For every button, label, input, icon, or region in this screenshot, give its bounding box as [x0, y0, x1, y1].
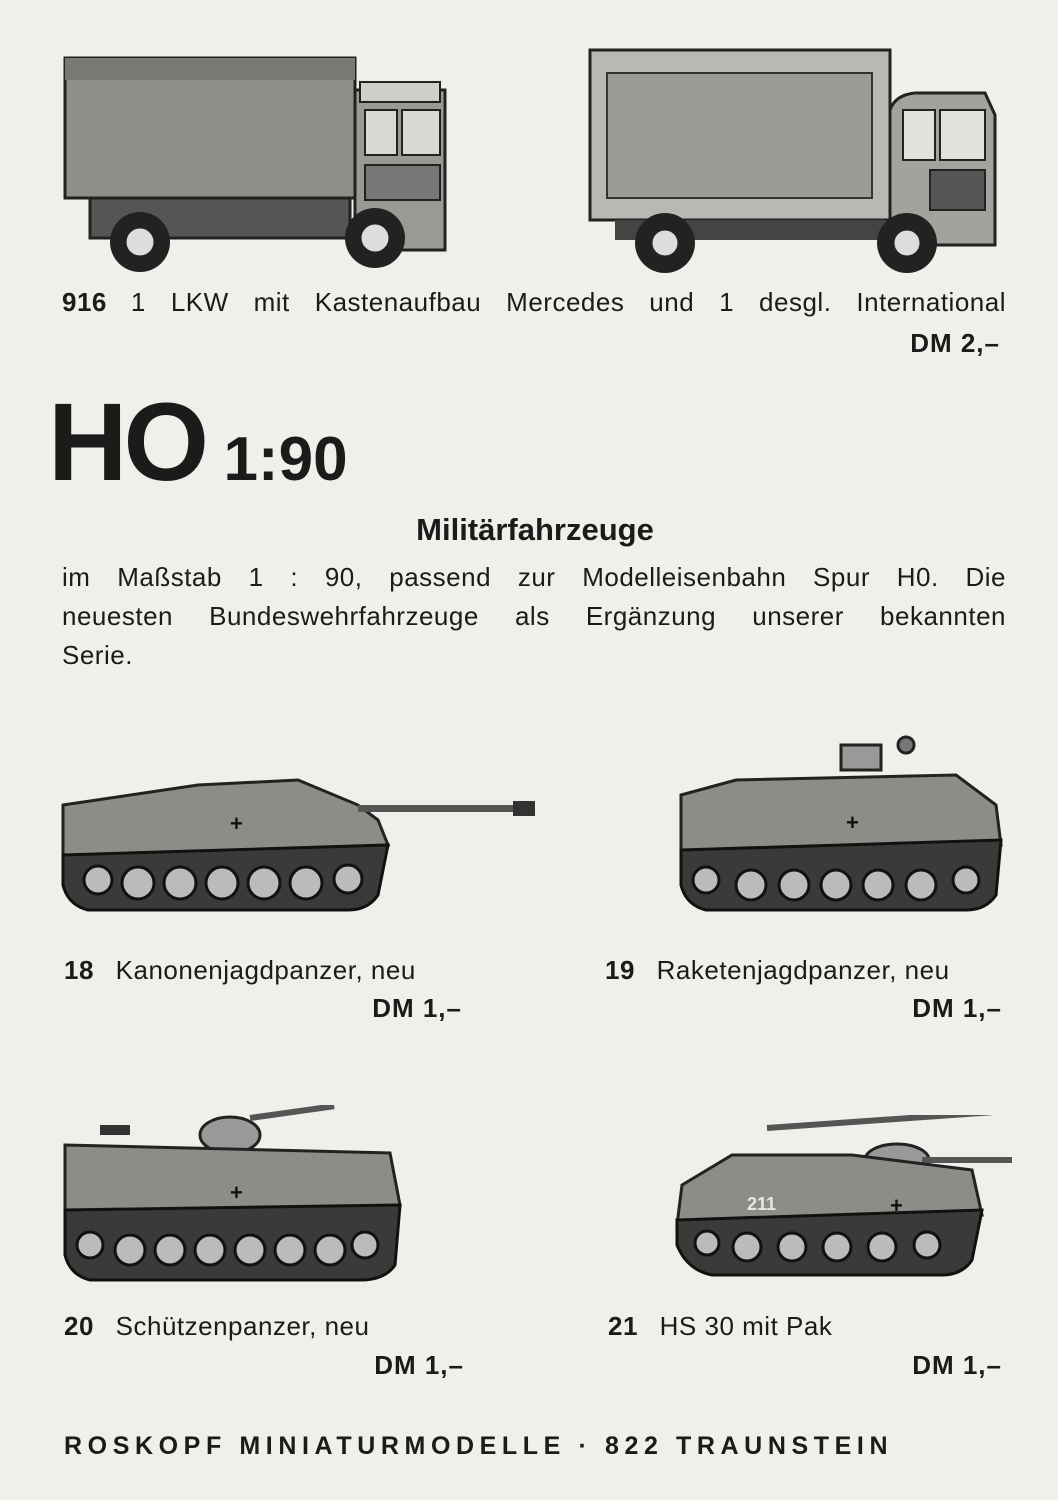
item-caption-18: [64, 955, 416, 986]
svg-text:+: +: [890, 1193, 903, 1218]
item-name: HS 30 mit Pak: [659, 1311, 833, 1341]
hs30-image: [672, 1115, 1017, 1280]
item-number: 20: [64, 1311, 94, 1341]
international-truck-image: [585, 45, 1010, 280]
svg-text:+: +: [230, 1180, 243, 1205]
intro-line: neuesten Bundeswehrfahrzeuge als Ergänzung unserer bekannten: [62, 601, 1006, 631]
schuetzenpanzer-image: [60, 1105, 410, 1285]
intro-paragraph: [62, 558, 1006, 675]
item-name: Raketenjagdpanzer, neu: [656, 955, 950, 985]
footer-company: ROSKOPF MINIATURMODELLE · 822 TRAUNSTEIN: [64, 1432, 894, 1460]
intro-line: Serie.: [62, 640, 133, 670]
item-number: 916: [62, 287, 107, 317]
hull-marking: 211: [747, 1194, 777, 1214]
raketenjagdpanzer-image: [676, 735, 1016, 915]
item-description: 1 LKW mit Kastenaufbau Mercedes und 1 desgl. International: [130, 287, 1006, 317]
truck-caption: [62, 287, 1006, 318]
item-price-21: DM 1,–: [912, 1350, 1002, 1380]
scale-heading: [48, 381, 348, 504]
scale-heading-main: HO: [48, 381, 205, 504]
item-caption-19: [605, 955, 950, 986]
item-caption-20: [64, 1311, 369, 1342]
svg-text:+: +: [846, 810, 859, 835]
item-name: Schützenpanzer, neu: [115, 1311, 370, 1341]
section-title: Militärfahrzeuge: [416, 512, 654, 547]
item-name: Kanonenjagdpanzer, neu: [115, 955, 416, 985]
item-price-18: DM 1,–: [372, 993, 462, 1023]
item-number: 21: [608, 1311, 638, 1341]
truck-price: DM 2,–: [910, 328, 1000, 358]
scale-heading-ratio: 1:90: [223, 425, 348, 494]
svg-text:+: +: [230, 811, 243, 836]
item-price-19: DM 1,–: [912, 993, 1002, 1023]
item-price-20: DM 1,–: [374, 1350, 464, 1380]
item-number: 18: [64, 955, 94, 985]
item-caption-21: [608, 1311, 832, 1342]
kanonenjagdpanzer-image: [58, 765, 538, 915]
item-number: 19: [605, 955, 635, 985]
mercedes-truck-image: [60, 50, 460, 280]
intro-line: im Maßstab 1 : 90, passend zur Modelleisenbahn Spur H0. Die: [62, 562, 1006, 592]
